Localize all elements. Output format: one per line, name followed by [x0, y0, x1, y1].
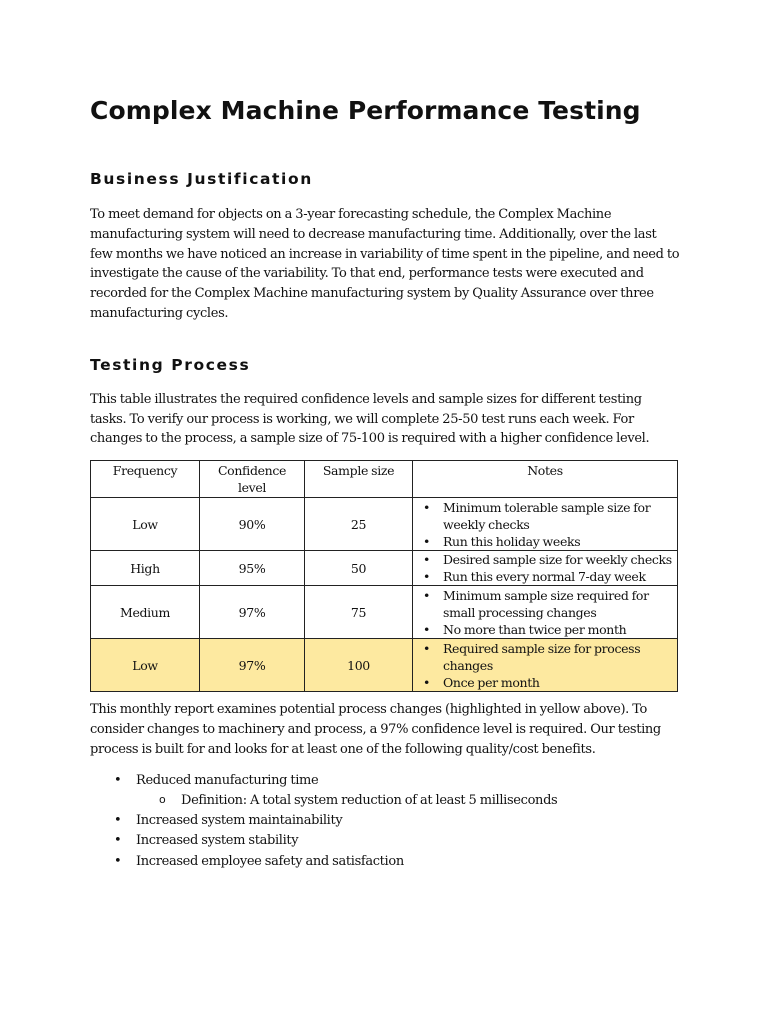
notes-list	[417, 551, 673, 585]
notes-list	[417, 640, 673, 691]
testing-process-heading: Testing Process	[90, 355, 251, 374]
list-item: • Once per month	[417, 674, 673, 691]
cell-frequency: Low	[91, 498, 200, 551]
benefit-sub-list	[136, 791, 680, 811]
document-content	[90, 94, 680, 872]
cell-sample-size: 25	[305, 498, 413, 551]
list-item: • No more than twice per month	[417, 621, 673, 638]
cell-confidence: 97%	[200, 586, 305, 639]
list-item: • Run this every normal 7-day week	[417, 568, 673, 585]
page-title: Complex Machine Performance Testing	[90, 96, 641, 125]
header-sample-size: Sample size	[305, 461, 413, 498]
header-notes: Notes	[413, 461, 678, 498]
cell-sample-size: 75	[305, 586, 413, 639]
cell-sample-size: 50	[305, 551, 413, 586]
list-item	[90, 771, 680, 812]
cell-sample-size: 100	[305, 639, 413, 692]
list-item: • Increased employee safety and satisfaction	[90, 852, 680, 872]
cell-frequency: Low	[91, 639, 200, 692]
cell-frequency: High	[91, 551, 200, 586]
table-header-row	[91, 461, 678, 498]
cell-confidence: 90%	[200, 498, 305, 551]
header-frequency: Frequency	[91, 461, 200, 498]
testing-process-paragraph: This table illustrates the required confidence levels and sample sizes for different testing tasks. To verify our process is working, we will complete 25-50 test runs each week. For changes to the process, a sample size of 75-100 is required with a higher confidence level.	[90, 391, 650, 447]
notes-list	[417, 499, 673, 550]
list-item: • Minimum sample size required for small processing changes	[417, 587, 673, 621]
cell-confidence: 95%	[200, 551, 305, 586]
table-row	[91, 498, 678, 551]
table-row	[91, 551, 678, 586]
cell-notes	[413, 551, 678, 586]
list-item: • Minimum tolerable sample size for weekly checks	[417, 499, 673, 533]
cell-notes	[413, 639, 678, 692]
list-item: o Definition: A total system reduction of at least 5 milliseconds	[136, 791, 680, 811]
sample-size-table	[90, 460, 678, 692]
cell-notes	[413, 586, 678, 639]
benefit-label: Reduced manufacturing time	[136, 772, 319, 788]
list-item: • Required sample size for process changes	[417, 640, 673, 674]
cell-notes	[413, 498, 678, 551]
list-item: • Run this holiday weeks	[417, 533, 673, 550]
business-justification-paragraph: To meet demand for objects on a 3-year forecasting schedule, the Complex Machine manufacturing system will need to decrease manufacturing time. Additionally, over the last few months we have noticed an increase in variability of time spent in the pipeline, and need to investigate the cause of the variability. To that end, performance tests were executed and recorded for the Complex Machine manufacturing system by Quality Assurance over three manufacturing cycles.	[90, 207, 680, 321]
business-justification-heading: Business Justification	[90, 170, 313, 188]
header-confidence-level: Confidence level	[200, 461, 305, 498]
table-row	[91, 586, 678, 639]
cell-confidence: 97%	[200, 639, 305, 692]
list-item: • Increased system stability	[90, 831, 680, 851]
table-row-highlighted	[91, 639, 678, 692]
benefits-list	[90, 771, 680, 872]
list-item: • Increased system maintainability	[90, 811, 680, 831]
notes-list	[417, 587, 673, 638]
monthly-report-paragraph: This monthly report examines potential process changes (highlighted in yellow above). To consider changes to machinery and process, a 97% confidence level is required. Our testing process is built for and looks for at least one of the following quality/cost benefits.	[90, 702, 661, 757]
list-item: • Desired sample size for weekly checks	[417, 551, 673, 568]
cell-frequency: Medium	[91, 586, 200, 639]
